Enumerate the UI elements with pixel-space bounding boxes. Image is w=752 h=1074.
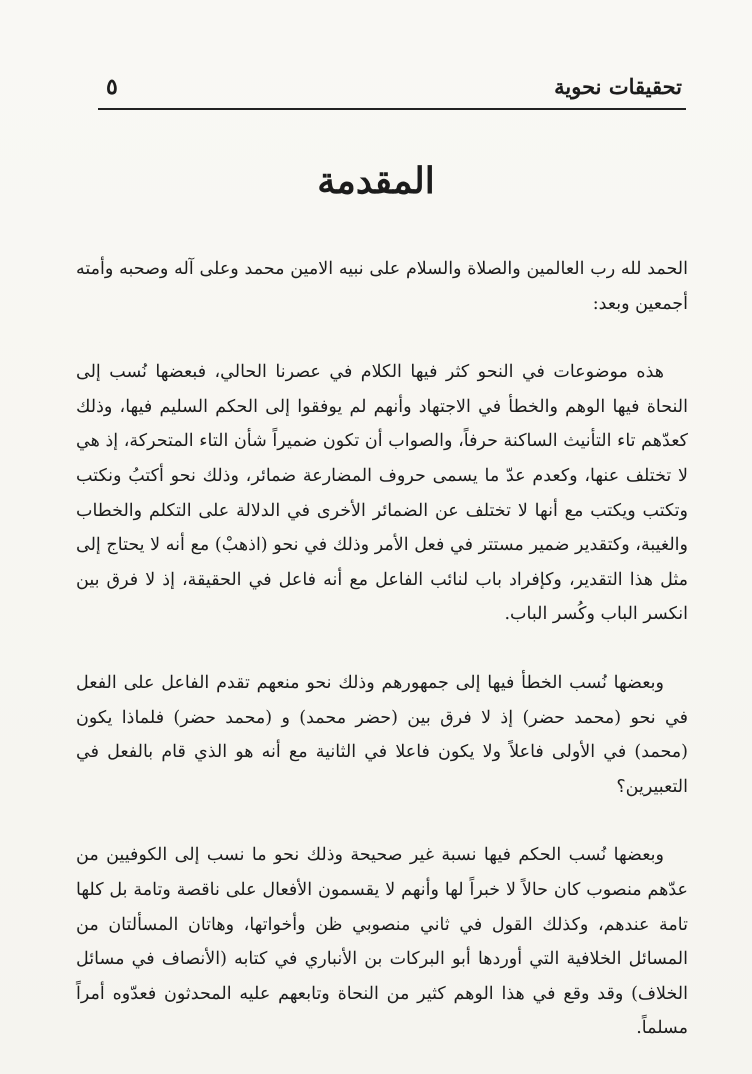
header-rule — [98, 108, 686, 110]
body-text — [76, 252, 688, 1046]
page-number: ٥ — [106, 74, 118, 100]
chapter-title: المقدمة — [317, 160, 435, 202]
page-header — [98, 72, 686, 112]
paragraph-topics: هذه موضوعات في النحو كثر فيها الكلام في عصرنا الحالي، فبعضها نُسب إلى النحاة فيها الوهم والخطأ في الاجتهاد وأنهم لم يوفقوا إلى الحكم السليم فيها، وذلك كعدّهم تاء التأنيث الساكنة حرفاً، والصواب أن تكون ضميراً شأن التاء المتحركة، إذ هي لا تختلف عنها، وكعدم عدّ ما يسمى حروف المضارعة ضمائر، وذلك نحو أكتبُ ونكتب وتكتب ويكتب مع أنها لا تختلف عن الضمائر الأخرى في الدلالة على التكلم والخطاب والغيبة، وكتقدير ضمير مستتر في فعل الأمر وذلك في نحو (اذهبْ) مع أنه لا يحتاج إلى مثل هذا التقدير، وكإفراد باب لنائب الفاعل مع أنه فاعل في الحقيقة، إذ لا فرق بين انكسر الباب وكُسر الباب. — [76, 362, 688, 625]
paragraph-majority-error: وبعضها نُسب الخطأ فيها إلى جمهورهم وذلك نحو منعهم تقدم الفاعل على الفعل في نحو (محمد حضر) إذ لا فرق بين (حضر محمد) و (محمد حضر) فلماذا يكون (محمد) في الأولى فاعلاً ولا يكون فاعلا في الثانية مع أنه هو الذي قام بالفعل في التعبيرين؟ — [76, 672, 688, 797]
paragraph-opening: الحمد لله رب العالمين والصلاة والسلام على نبيه الامين محمد وعلى آله وصحبه وأمته أجمعين وبعد: — [76, 259, 688, 314]
paragraph-kufan-attribution: وبعضها نُسب الحكم فيها نسبة غير صحيحة وذلك نحو ما نسب إلى الكوفيين من عدّهم منصوب كان حالاً لا خبراً لها وأنهم لا يقسمون الأفعال على ناقصة وتامة بل كلها تامة عندهم، وكذلك القول في ثاني منصوبي ظن وأخواتها، وهاتان المسألتان من المسائل الخلافية التي أوردها أبو البركات بن الأنباري في كتابه (الأنصاف في مسائل الخلاف) وقد وقع في هذا الوهم كثير من النحاة وتابعهم عليه المحدثون فعدّوه أمراً مسلماً. — [76, 845, 688, 1039]
running-title: تحقيقات نحوية — [554, 74, 682, 99]
